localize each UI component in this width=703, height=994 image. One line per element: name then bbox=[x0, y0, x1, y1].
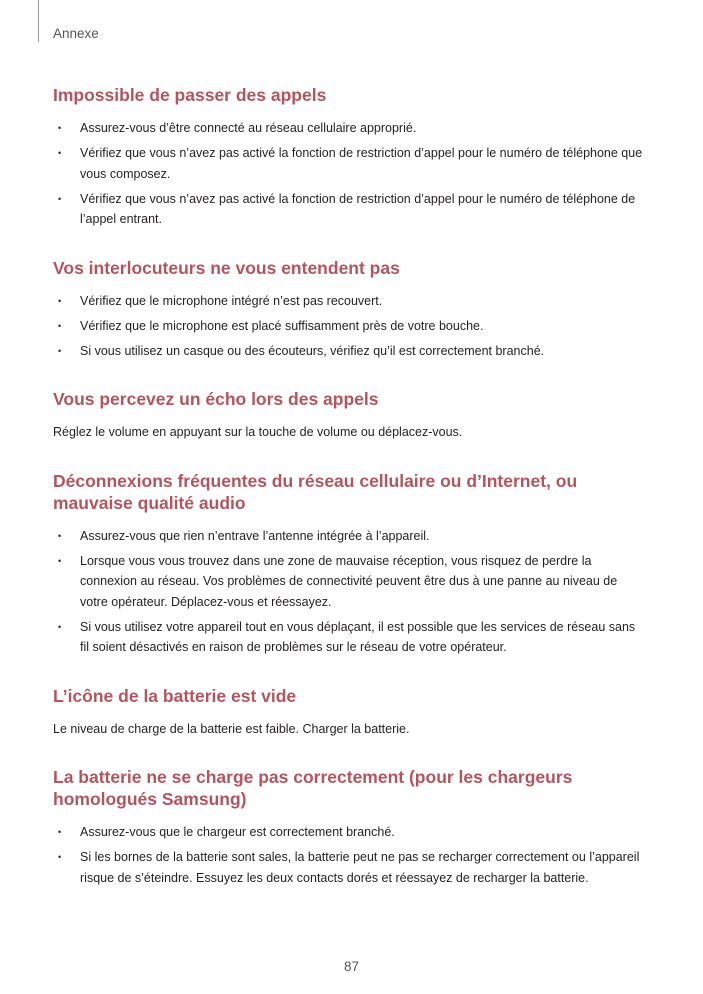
section-heading: Déconnexions fréquentes du réseau cellulaire ou d’Internet, ou mauvaise qualité audio bbox=[53, 470, 578, 513]
bullet-list bbox=[53, 118, 643, 230]
page-number: 87 bbox=[343, 959, 360, 974]
section-heading: L’icône de la batterie est vide bbox=[53, 685, 297, 706]
section-disconnections bbox=[53, 470, 643, 658]
bullet-list bbox=[53, 291, 643, 362]
section-paragraph: Le niveau de charge de la batterie est faible. Charger la batterie. bbox=[53, 721, 410, 736]
section-heading: Vous percevez un écho lors des appels bbox=[53, 389, 379, 409]
bullet-item: • Vérifiez que le microphone est placé suffisamment près de votre bouche. bbox=[53, 316, 643, 337]
section-battery-empty bbox=[53, 685, 643, 740]
section-not-heard bbox=[53, 257, 643, 362]
main-content bbox=[53, 84, 643, 915]
bullet-item: • Si les bornes de la batterie sont sales, la batterie peut ne pas se recharger correctement ou l’appareil risque de s’éteindre. Essuyez les deux contacts dorés et réessayez de recharger la batterie. bbox=[53, 847, 643, 888]
bullet-item: • Lorsque vous vous trouvez dans une zone de mauvaise réception, vous risquez de perdre la connexion au réseau. Vos problèmes de connectivité peuvent être dus à une panne au niveau de votre opérateur. Déplacez-vous et réessayez. bbox=[53, 551, 643, 613]
bullet-item: • Si vous utilisez votre appareil tout en vous déplaçant, il est possible que les services de réseau sans fil soient désactivés en raison de problèmes sur le réseau de votre opérateur. bbox=[53, 617, 643, 658]
section-heading: Impossible de passer des appels bbox=[53, 85, 327, 105]
bullet-item: • Assurez-vous d’être connecté au réseau cellulaire approprié. bbox=[53, 118, 643, 139]
bullet-item: • Si vous utilisez un casque ou des écouteurs, vérifiez qu’il est correctement branché. bbox=[53, 341, 643, 362]
bullet-item: • Assurez-vous que rien n’entrave l’antenne intégrée à l’appareil. bbox=[53, 526, 643, 547]
bullet-item: • Assurez-vous que le chargeur est correctement branché. bbox=[53, 822, 643, 843]
bullet-item: • Vérifiez que vous n’avez pas activé la fonction de restriction d’appel pour le numéro de téléphone de l’appel entrant. bbox=[53, 189, 643, 230]
bullet-item: • Vérifiez que le microphone intégré n’est pas recouvert. bbox=[53, 291, 643, 312]
bullet-list bbox=[53, 526, 643, 658]
section-echo bbox=[53, 388, 643, 443]
page-edge-rule bbox=[38, 0, 39, 42]
section-label: Annexe bbox=[53, 26, 99, 41]
bullet-item: • Vérifiez que vous n’avez pas activé la fonction de restriction d’appel pour le numéro de téléphone que vous composez. bbox=[53, 143, 643, 184]
section-heading: La batterie ne se charge pas correctement (pour les chargeurs homologués Samsung) bbox=[53, 767, 573, 809]
section-no-calls bbox=[53, 84, 643, 230]
bullet-list bbox=[53, 822, 643, 888]
section-heading: Vos interlocuteurs ne vous entendent pas bbox=[53, 257, 400, 278]
section-paragraph: Réglez le volume en appuyant sur la touche de volume ou déplacez-vous. bbox=[53, 425, 463, 439]
section-battery-charging bbox=[53, 766, 643, 888]
